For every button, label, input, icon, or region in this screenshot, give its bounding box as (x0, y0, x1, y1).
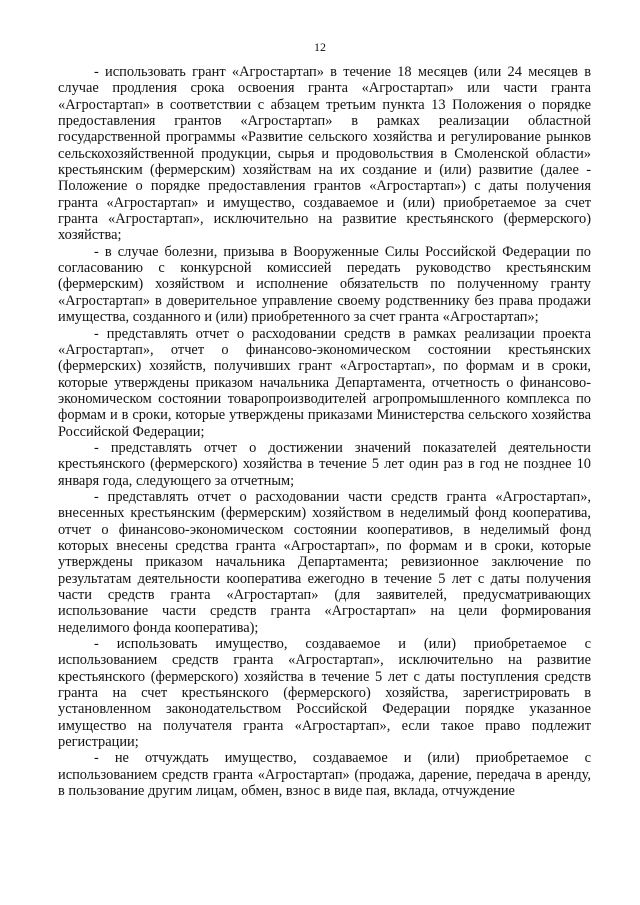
paragraph-expense-report: - представлять отчет о расходовании средств в рамках реализации проекта «Агростартап», отчет о финансово-экономическом состоянии крестьянских (фермерских) хозяйств, получивших грант «Агростартап», по формам и в сроки, которые утверждены приказом начальника Департамента, отчетность о финансово-экономическом состоянии товаропроизводителей агропромышленного комплекса по формам и в сроки, которые утверждены приказами Министерства сельского хозяйства Российской Федерации; (58, 325, 591, 440)
paragraph-cooperative-report: - представлять отчет о расходовании части средств гранта «Агростартап», внесенных крестьянским (фермерским) хозяйством в неделимый фонд кооператива, отчет о финансово-экономическом состоянии кооперативов, в неделимый фонд которых внесены средства гранта «Агростартап», по формам и в сроки, которые утверждены приказом начальника Департамента; ревизионное заключение по результатам деятельности кооператива ежегодно в течение 5 лет с даты получения части средств гранта «Агростартап» (для заявителей, предусматривающих использование части средств гранта «Агростартап» на цели формирования неделимого фонда кооператива); (58, 488, 591, 636)
paragraph-trust-management: - в случае болезни, призыва в Вооруженные Силы Российской Федерации по согласованию с конкурсной комиссией передать руководство крестьянским (фермерским) хозяйством и исполнение обязательств по полученному гранту «Агростартап» в доверительное управление своему родственнику без права продажи имущества, созданного и (или) приобретенного за счет гранта «Агростартап»; (58, 243, 591, 326)
paragraph-property-usage: - использовать имущество, создаваемое и (или) приобретаемое с использованием средств гранта «Агростартап», исключительно на развитие крестьянского (фермерского) хозяйства в течение 5 лет с даты поступления средств гранта на счет крестьянского (фермерского) хозяйства, зарегистрировать в установленном законодательством Российской Федерации порядке указанное имущество на получателя гранта «Агростартап», если такое право подлежит регистрации; (58, 636, 591, 751)
paragraph-no-alienation: - не отчуждать имущество, создаваемое и (или) приобретаемое с использованием средств гранта «Агростартап» (продажа, дарение, передача в аренду, в пользование другим лицам, обмен, взнос в виде пая, вклада, отчуждение (58, 750, 591, 800)
paragraph-performance-report: - представлять отчет о достижении значений показателей деятельности крестьянского (фермерского) хозяйства в течение 5 лет один раз в год не позднее 10 января года, следующего за отчетным; (58, 439, 591, 489)
paragraph-grant-usage: - использовать грант «Агростартап» в течение 18 месяцев (или 24 месяцев в случае продления срока освоения гранта «Агростартап» или части гранта «Агростартап» в соответствии с абзацем третьим пункта 13 Положения о порядке предоставления грантов «Агростартап» в рамках реализации областной государственной программы «Развитие сельского хозяйства и регулирование рынков сельскохозяйственной продукции, сырья и продовольствия в Смоленской области» крестьянским (фермерским) хозяйствам на их создание и (или) развитие (далее - Положение о порядке предоставления грантов «Агростартап») с даты получения гранта «Агростартап» и имущество, создаваемое и (или) приобретаемое за счет гранта «Агростартап», исключительно на развитие крестьянского (фермерского) хозяйства; (58, 64, 591, 244)
document-body (58, 64, 591, 799)
page-number: 12 (314, 40, 326, 54)
